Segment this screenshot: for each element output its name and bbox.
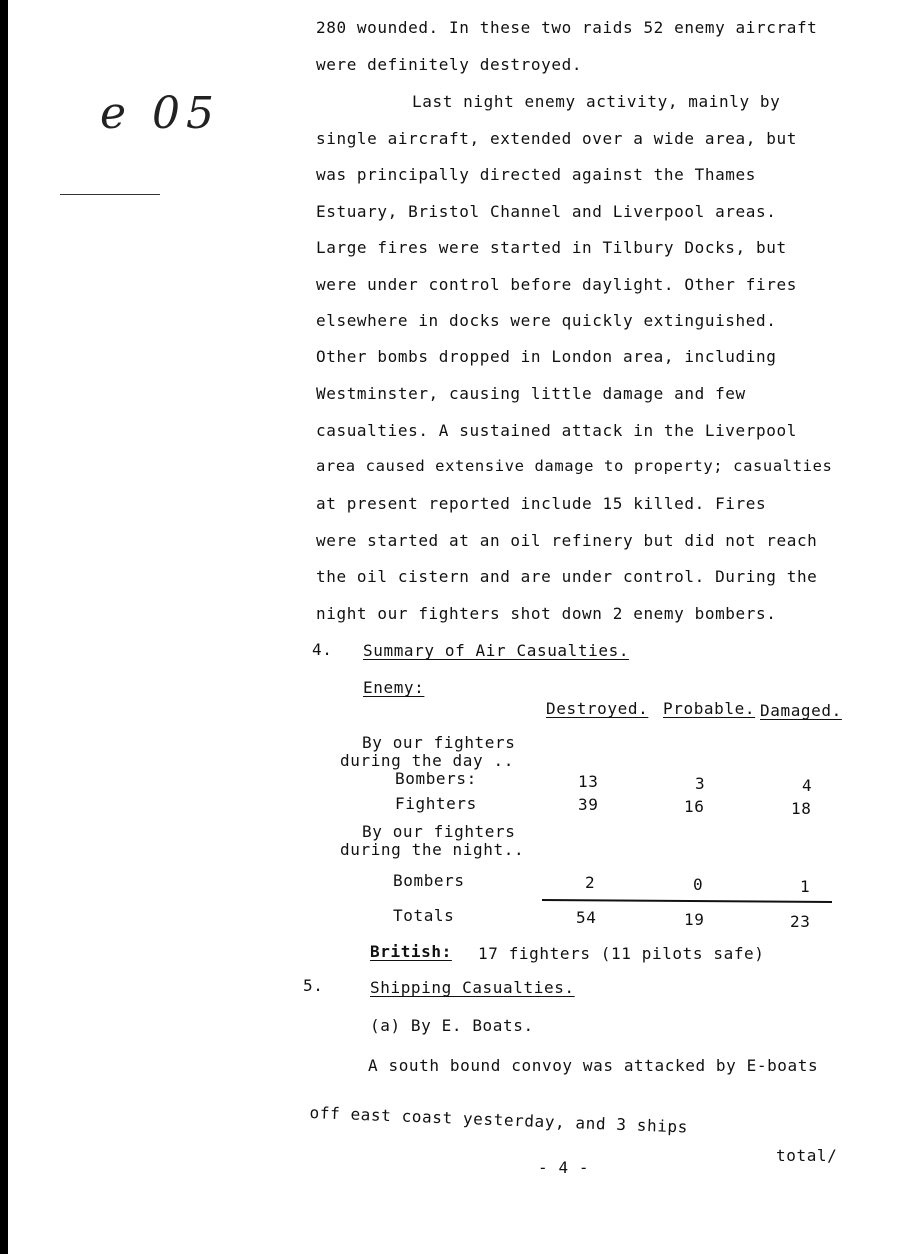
body-line: Estuary, Bristol Channel and Liverpool areas. — [316, 202, 777, 221]
body-line: area caused extensive damage to property; casualties — [316, 457, 833, 475]
table-cell: 2 — [585, 873, 596, 892]
table-cell: 16 — [684, 797, 705, 816]
column-header: Probable. — [663, 699, 756, 718]
enemy-label: Enemy: — [363, 678, 425, 697]
group-label: By our fighters — [362, 822, 516, 841]
table-cell: 0 — [693, 875, 704, 894]
table-cell: 18 — [791, 799, 812, 818]
column-header: Damaged. — [760, 701, 842, 720]
body-line: was principally directed against the Thames — [316, 165, 757, 184]
section-heading: Shipping Casualties. — [370, 978, 575, 997]
body-line: Westminster, causing little damage and few — [316, 384, 746, 403]
section-number: 5. — [303, 976, 324, 995]
body-line: elsewhere in docks were quickly extinguished. — [316, 311, 777, 330]
scan-border — [0, 0, 8, 1254]
body-line: casualties. A sustained attack in the Liverpool — [316, 421, 797, 440]
table-cell: 1 — [800, 877, 811, 896]
body-line: Last night enemy activity, mainly by — [412, 92, 781, 111]
handwritten-margin-note: e 05 — [100, 88, 221, 139]
table-cell: 23 — [790, 912, 811, 931]
table-cell: 13 — [578, 772, 599, 791]
body-line: were under control before daylight. Other fires — [316, 275, 797, 294]
subheading: (a) By E. Boats. — [370, 1016, 534, 1035]
row-label: Fighters — [395, 794, 477, 813]
margin-rule — [60, 194, 160, 195]
table-cell: 3 — [695, 774, 706, 793]
body-line: A south bound convoy was attacked by E-boats — [368, 1056, 819, 1075]
row-label: Totals — [393, 906, 455, 925]
page-number: - 4 - — [538, 1158, 590, 1177]
table-cell: 4 — [802, 776, 813, 795]
section-number: 4. — [312, 640, 333, 659]
body-line: single aircraft, extended over a wide area, but — [316, 129, 797, 148]
group-label: during the night.. — [340, 840, 525, 859]
totals-rule — [542, 899, 832, 903]
group-label: By our fighters — [362, 733, 516, 752]
group-label: during the day .. — [340, 751, 514, 770]
british-label: British: — [370, 942, 452, 961]
table-cell: 39 — [578, 795, 599, 814]
body-line: at present reported include 15 killed. Fires — [316, 494, 767, 513]
body-line: the oil cistern and are under control. During the — [316, 567, 818, 586]
catchword: total/ — [776, 1146, 838, 1165]
body-line: off east coast yesterday, and 3 ships — [309, 1103, 689, 1137]
body-line: Other bombs dropped in London area, including — [316, 347, 777, 366]
british-text: 17 fighters (11 pilots safe) — [478, 944, 765, 963]
body-line: night our fighters shot down 2 enemy bombers. — [316, 604, 777, 623]
body-line: 280 wounded. In these two raids 52 enemy aircraft — [316, 18, 818, 37]
body-line: were started at an oil refinery but did not reach — [316, 531, 818, 550]
body-line: were definitely destroyed. — [316, 55, 583, 74]
table-cell: 54 — [576, 908, 597, 927]
section-heading: Summary of Air Casualties. — [363, 641, 630, 660]
table-cell: 19 — [684, 910, 705, 929]
row-label: Bombers: — [395, 769, 477, 788]
column-header: Destroyed. — [546, 699, 649, 718]
row-label: Bombers — [393, 871, 465, 890]
body-line: Large fires were started in Tilbury Docks, but — [316, 238, 787, 257]
